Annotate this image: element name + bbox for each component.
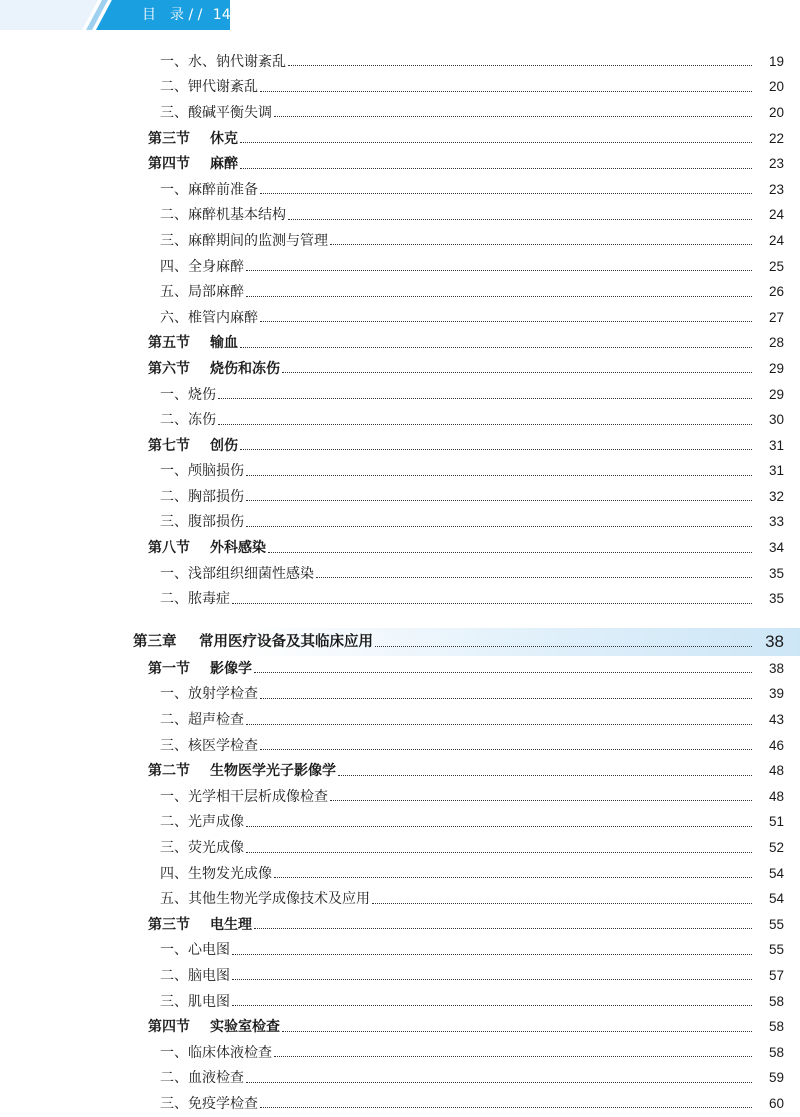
toc-entry-number: 第七节 [148,437,190,454]
toc-entry-number: 第二节 [148,763,190,780]
toc-item-row[interactable] [0,886,800,912]
toc-page-number: 55 [768,916,784,932]
toc-page-number: 38 [768,660,784,676]
toc-entry-title [0,512,244,532]
toc-entry-number: 第四节 [148,1019,190,1036]
toc-section-row[interactable] [0,356,800,382]
toc-item-row[interactable] [0,989,800,1015]
toc-entry-title [0,761,336,781]
toc-leader-dots [274,877,752,878]
toc-entry-text: 三、免疫学检查 [160,1095,258,1112]
toc-leader-dots [260,91,752,92]
toc-item-row[interactable] [0,305,800,331]
toc-entry-title [0,838,244,858]
toc-entry-text: 创伤 [210,437,238,454]
toc-item-row[interactable] [0,49,800,75]
toc-entry-title [0,812,244,832]
toc-leader-dots [338,775,752,776]
toc-page-number: 60 [768,1095,784,1111]
toc-entry-title [0,915,252,935]
toc-leader-dots [288,65,752,66]
toc-item-row[interactable] [0,177,800,203]
toc-entry-text: 输血 [210,335,238,352]
toc-entry-title [0,684,258,704]
toc-item-row[interactable] [0,203,800,229]
toc-page-number: 20 [768,104,784,120]
toc-section-row[interactable] [0,331,800,357]
toc-entry-text: 二、冻伤 [160,412,216,429]
toc-entry-text: 三、麻醉期间的监测与管理 [160,232,328,249]
toc-entry-text: 四、生物发光成像 [160,865,272,882]
toc-page-number: 23 [768,156,784,172]
toc-entry-title [0,436,238,456]
toc-leader-dots [316,577,752,578]
toc-entry-text: 三、核医学检查 [160,737,258,754]
toc-leader-dots [240,142,752,143]
toc-leader-dots [254,928,752,929]
toc-entry-title [0,659,252,679]
toc-leader-dots [232,954,752,955]
toc-leader-dots [246,826,752,827]
toc-page-number: 57 [768,967,784,983]
toc-entry-text: 烧伤和冻伤 [210,360,280,377]
toc-page-number: 38 [765,632,784,652]
toc-entry-title [0,487,244,507]
toc-item-row[interactable] [0,459,800,485]
toc-entry-title [0,282,244,302]
toc-leader-dots [246,1082,752,1083]
toc-entry-title [0,308,258,328]
toc-page-number: 33 [768,514,784,530]
toc-item-row[interactable] [0,784,800,810]
toc-entry-title [0,180,258,200]
toc-entry-title [0,205,286,225]
toc-entry-text: 生物医学光子影像学 [210,763,336,780]
toc-entry-title [0,1068,244,1088]
toc-page-number: 35 [768,565,784,581]
toc-section-row[interactable] [0,758,800,784]
toc-page-number: 20 [768,79,784,95]
toc-section-row[interactable] [0,126,800,152]
toc-entry-title [0,52,286,72]
toc-leader-dots [246,270,752,271]
table-of-contents [0,49,800,1117]
toc-page-number: 55 [768,942,784,958]
toc-item-row[interactable] [0,835,800,861]
toc-entry-text: 影像学 [210,660,252,677]
toc-item-row[interactable] [0,510,800,536]
toc-entry-text: 二、血液检查 [160,1070,244,1087]
toc-entry-title [0,564,314,584]
toc-leader-dots [246,500,752,501]
toc-entry-title [0,77,258,97]
toc-page-number: 52 [768,840,784,856]
toc-entry-title [0,1017,280,1037]
toc-leader-dots [218,398,752,399]
page-header [0,0,800,30]
toc-item-row[interactable] [0,484,800,510]
toc-entry-title [0,257,244,277]
toc-entry-text: 二、光声成像 [160,814,244,831]
toc-item-row[interactable] [0,1040,800,1066]
toc-item-row[interactable] [0,682,800,708]
toc-entry-title [0,889,370,909]
toc-page-number: 25 [768,258,784,274]
toc-page-number: 43 [768,712,784,728]
toc-entry-title [0,966,230,986]
toc-entry-text: 三、腹部损伤 [160,514,244,531]
toc-entry-text: 五、其他生物光学成像技术及应用 [160,891,370,908]
toc-item-row[interactable] [0,382,800,408]
toc-entry-number: 第八节 [148,540,190,557]
toc-section-row[interactable] [0,1014,800,1040]
toc-leader-dots [232,1005,752,1006]
toc-page-number: 35 [768,591,784,607]
toc-entry-title [0,385,216,405]
toc-item-row[interactable] [0,228,800,254]
toc-entry-text: 五、局部麻醉 [160,284,244,301]
toc-entry-text: 一、心电图 [160,942,230,959]
toc-entry-text: 常用医疗设备及其临床应用 [199,634,373,651]
toc-entry-title [0,864,272,884]
toc-entry-title [0,940,230,960]
toc-leader-dots [375,646,752,647]
toc-entry-text: 一、光学相干层析成像检查 [160,788,328,805]
toc-entry-title [0,103,272,123]
toc-entry-text: 三、荧光成像 [160,840,244,857]
toc-section-row[interactable] [0,656,800,682]
toc-entry-text: 一、麻醉前准备 [160,181,258,198]
toc-chapter-row[interactable] [0,628,800,656]
toc-page-number: 31 [768,463,784,479]
toc-leader-dots [240,168,752,169]
toc-leader-dots [246,852,752,853]
toc-entry-text: 二、超声检查 [160,712,244,729]
toc-page-number: 29 [768,386,784,402]
toc-entry-text: 三、酸碱平衡失调 [160,104,272,121]
toc-leader-dots [232,979,752,980]
toc-page-number: 39 [768,686,784,702]
toc-entry-number: 第五节 [148,335,190,352]
toc-page-number: 28 [768,335,784,351]
toc-item-row[interactable] [0,561,800,587]
toc-entry-number: 第六节 [148,360,190,377]
toc-item-row[interactable] [0,407,800,433]
toc-leader-dots [282,372,752,373]
toc-leader-dots [246,475,752,476]
toc-leader-dots [240,449,752,450]
toc-entry-number: 第三节 [148,130,190,147]
toc-page-number: 48 [768,763,784,779]
toc-entry-text: 一、临床体液检查 [160,1044,272,1061]
toc-entry-text: 一、烧伤 [160,386,216,403]
toc-leader-dots [330,800,752,801]
toc-entry-title [0,333,238,353]
toc-page-number: 58 [768,1044,784,1060]
toc-entry-text: 一、水、钠代谢紊乱 [160,53,286,70]
toc-entry-text: 电生理 [210,916,252,933]
toc-entry-title [0,231,328,251]
toc-item-row[interactable] [0,586,800,612]
toc-leader-dots [282,1031,752,1032]
toc-item-row[interactable] [0,1066,800,1092]
toc-item-row[interactable] [0,254,800,280]
toc-leader-dots [246,526,752,527]
header-title: 目 录 [142,7,184,23]
toc-entry-text: 二、钾代谢紊乱 [160,79,258,96]
toc-leader-dots [260,698,752,699]
toc-section-row[interactable] [0,535,800,561]
toc-entry-text: 一、放射学检查 [160,686,258,703]
toc-leader-dots [246,296,752,297]
toc-entry-text: 麻醉 [210,156,238,173]
toc-leader-dots [254,672,752,673]
toc-item-row[interactable] [0,75,800,101]
toc-entry-text: 二、麻醉机基本结构 [160,207,286,224]
toc-entry-text: 一、颅脑损伤 [160,463,244,480]
toc-item-row[interactable] [0,1091,800,1117]
toc-leader-dots [288,219,752,220]
toc-entry-text: 六、椎管内麻醉 [160,309,258,326]
toc-item-row[interactable] [0,963,800,989]
toc-item-row[interactable] [0,810,800,836]
toc-leader-dots [268,552,752,553]
toc-entry-text: 四、全身麻醉 [160,258,244,275]
toc-item-row[interactable] [0,733,800,759]
toc-section-row[interactable] [0,912,800,938]
toc-page-number: 54 [768,891,784,907]
toc-entry-title [0,410,216,430]
toc-section-row[interactable] [0,151,800,177]
toc-page-number: 30 [768,412,784,428]
toc-item-row[interactable] [0,100,800,126]
toc-page-number: 24 [768,232,784,248]
toc-item-row[interactable] [0,707,800,733]
toc-leader-dots [232,603,752,604]
toc-entry-number: 第一节 [148,660,190,677]
toc-page-number: 29 [768,360,784,376]
toc-entry-text: 二、脓毒症 [160,591,230,608]
toc-entry-title [0,154,238,174]
header-banner [0,0,800,30]
toc-page-number: 34 [768,540,784,556]
toc-leader-dots [260,749,752,750]
toc-page-number: 32 [768,488,784,504]
toc-entry-title [0,992,230,1012]
toc-entry-number: 第三节 [148,916,190,933]
toc-page-number: 46 [768,737,784,753]
toc-entry-title [0,1043,272,1063]
toc-entry-text: 一、浅部组织细菌性感染 [160,565,314,582]
toc-entry-title [0,359,280,379]
toc-page-number: 58 [768,1019,784,1035]
toc-entry-text: 二、胸部损伤 [160,488,244,505]
toc-leader-dots [246,724,752,725]
toc-entry-text: 二、脑电图 [160,967,230,984]
toc-entry-title [0,1094,258,1114]
toc-leader-dots [260,321,752,322]
toc-entry-title [0,632,373,652]
toc-leader-dots [218,424,752,425]
header-page-number: 14 [212,7,231,23]
toc-entry-title [0,736,258,756]
toc-page-number: 54 [768,865,784,881]
toc-entry-title [0,710,244,730]
toc-page-number: 27 [768,309,784,325]
toc-page-number: 59 [768,1070,784,1086]
toc-leader-dots [330,244,752,245]
toc-entry-title [0,461,244,481]
toc-leader-dots [260,1107,752,1108]
toc-page-number: 23 [768,181,784,197]
toc-page-number: 19 [768,53,784,69]
toc-leader-dots [260,193,752,194]
toc-leader-dots [372,903,752,904]
toc-page-number: 22 [768,130,784,146]
toc-entry-title [0,589,230,609]
toc-item-row[interactable] [0,279,800,305]
toc-item-row[interactable] [0,861,800,887]
toc-page-number: 26 [768,284,784,300]
toc-page-number: 51 [768,814,784,830]
toc-leader-dots [240,347,752,348]
toc-entry-title [0,129,238,149]
toc-leader-dots [274,1056,752,1057]
toc-entry-text: 外科感染 [210,540,266,557]
toc-page-number: 31 [768,437,784,453]
toc-page-number: 24 [768,207,784,223]
toc-section-row[interactable] [0,433,800,459]
toc-entry-number: 第四节 [148,156,190,173]
toc-item-row[interactable] [0,938,800,964]
toc-entry-title [0,787,328,807]
toc-page-number: 48 [768,788,784,804]
header-label [142,5,231,25]
toc-entry-text: 休克 [210,130,238,147]
toc-entry-text: 实验室检查 [210,1019,280,1036]
toc-leader-dots [274,116,752,117]
toc-entry-title [0,538,266,558]
toc-page-number: 58 [768,993,784,1009]
toc-entry-text: 三、肌电图 [160,993,230,1010]
toc-entry-number: 第三章 [133,634,177,651]
header-slashes: / / [188,7,203,23]
